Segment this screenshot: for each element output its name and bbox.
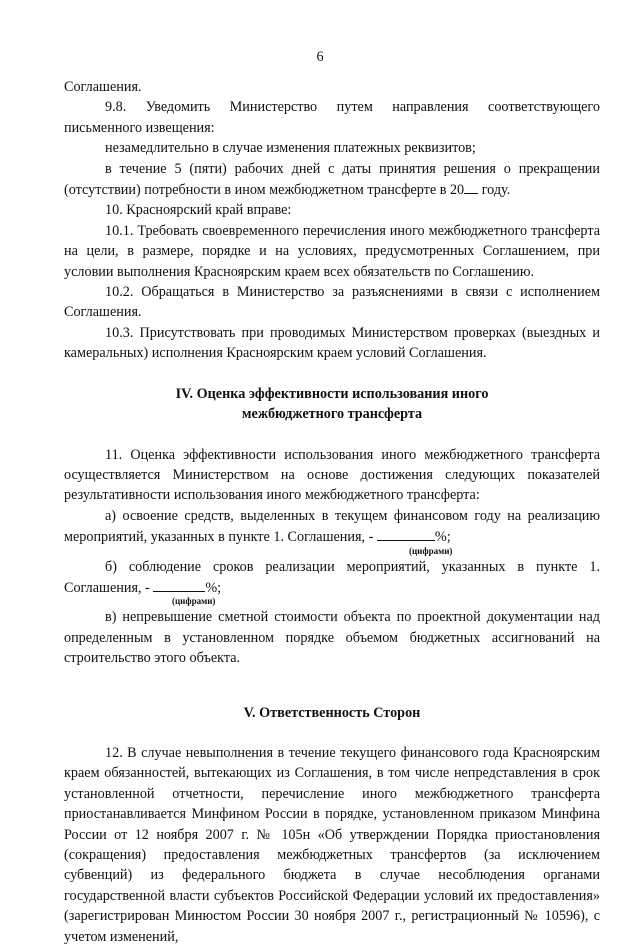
percent-blank-b	[153, 577, 205, 592]
clause-9-8-a: незамедлительно в случае изменения платежных реквизитов;	[105, 140, 476, 157]
clause-11-a-text: а) освоение средств, выделенных в текущем финансовом году на реализацию мероприятий, указанных в пункте 1. Соглашения, -	[64, 507, 600, 546]
clause-11-b-text: б) соблюдение сроков реализации мероприятий, указанных в пункте 1. Соглашения, -	[64, 558, 600, 596]
clause-11-b	[64, 557, 600, 599]
clause-11-a	[64, 506, 600, 548]
year-blank	[464, 179, 478, 194]
percent-sign-b: %;	[205, 579, 222, 596]
percent-blank-a	[377, 526, 435, 541]
percent-sign-a: %;	[434, 529, 451, 546]
section-4-heading-line1: IV. Оценка эффективности использования иного	[175, 385, 489, 402]
clause-9-8-b	[64, 159, 600, 201]
section-4-heading-line2: межбюджетного трансферта	[241, 406, 423, 423]
clause-10: 10. Красноярский край вправе:	[105, 202, 292, 219]
paragraph-continuation: Соглашения.	[64, 79, 142, 95]
clause-11-c: в) непревышение сметной стоимости объекта по проектной документации над определенным в установленном порядке объемом бюджетных ассигнований на строительство этого объекта.	[64, 609, 600, 667]
clause-10-1: 10.1. Требовать своевременного перечисления иного межбюджетного трансферта на цели, в размере, порядке и на условиях, предусмотренных Соглашением, при условии выполнения Красноярским краем всех обязательств по Соглашению.	[64, 222, 600, 280]
clause-10-3: 10.3. Присутствовать при проводимых Министерством проверках (выездных и камеральных) исполнения Красноярским краем условий Соглашения.	[64, 324, 600, 362]
page-number: 6	[316, 49, 324, 65]
clause-9-8-b-text: в течение 5 (пяти) рабочих дней с даты принятия решения о прекращении (отсутствии) потребности в ином межбюджетном трансферте в 20	[64, 160, 600, 199]
caption-digits-b: (цифрами)	[172, 596, 216, 607]
section-5-heading: V. Ответственность Сторон	[243, 704, 421, 721]
clause-9-8-b-end: году.	[481, 182, 511, 199]
clause-9-8: 9.8. Уведомить Министерство путем направления соответствующего письменного извещения:	[64, 99, 600, 136]
clause-12: 12. В случае невыполнения в течение текущего финансового года Красноярским краем обязанностей, вытекающих из Соглашения, в том числе непредставления в срок установленной отчетности, перечисление иного межбюджетного трансферта приостанавливается Минфином России в порядке, установленном приказом Минфина России от 12 ноября 2007 г. № 105н «Об утверждении Порядка приостановления (сокращения) предоставления межбюджетных трансфертов (за исключением субвенций) из федерального бюджета в случае несоблюдения органами государственной власти субъектов Российской Федерации условий их предоставления» (зарегистрирован Минюстом России 30 ноября 2007 г., регистрационный № 10596), с учетом изменений,	[64, 744, 600, 945]
caption-digits-a: (цифрами)	[409, 545, 453, 556]
clause-10-2: 10.2. Обращаться в Министерство за разъяснениями в связи с исполнением Соглашения.	[64, 284, 600, 321]
document-body	[64, 77, 600, 947]
clause-11: 11. Оценка эффективности использования иного межбюджетного трансферта осуществляется Министерством на основе достижения следующих показателей результативности использования иного межбюджетного трансферта:	[64, 446, 600, 504]
